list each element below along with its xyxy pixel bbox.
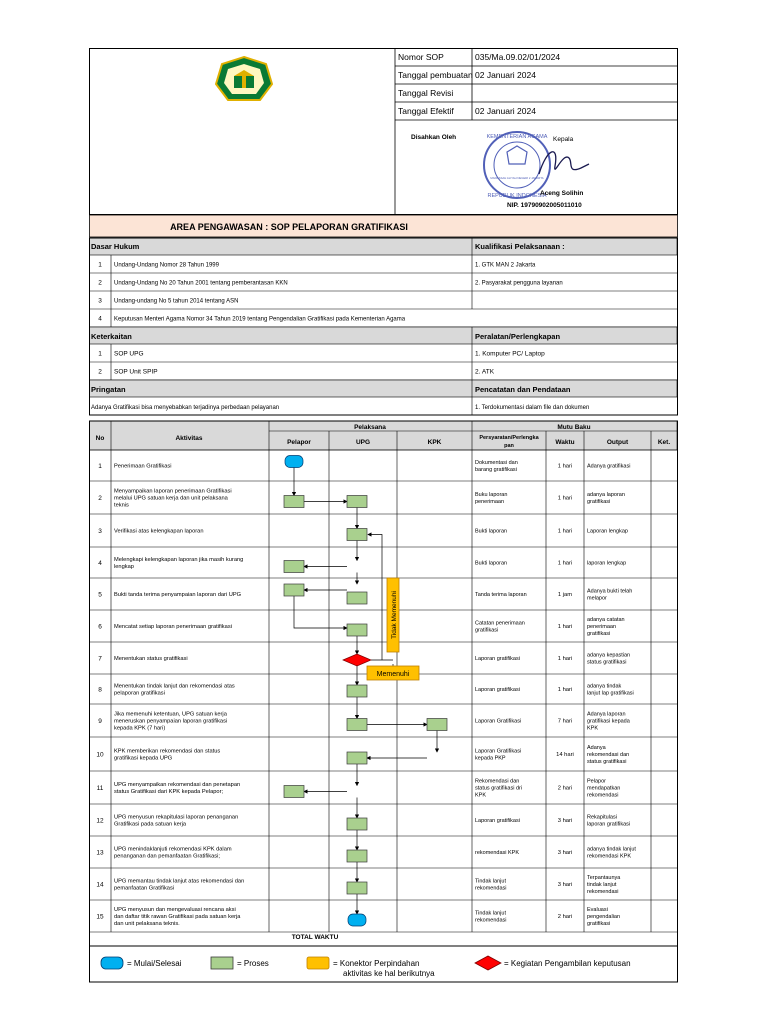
step-activity: Melengkapi kelengkapan laporan jika masih kurang — [114, 556, 244, 563]
step-output: melapor — [587, 595, 607, 602]
step-activity: UPG memantau tindak lanjut atas rekomendasi dan — [114, 878, 245, 885]
process-shape — [347, 818, 367, 830]
step-output: tindak lanjut — [587, 881, 617, 888]
step-output: Laporan lengkap — [587, 528, 628, 535]
kualifikasi-item: 2. Pasyarakat pengguna layanan — [475, 280, 563, 287]
flow-arrow — [294, 596, 347, 628]
signer-nip: NIP. 19790902005011010 — [507, 202, 582, 209]
step-output: gratifikasi — [587, 630, 611, 637]
process-shape — [347, 850, 367, 862]
step-no: 14 — [96, 881, 104, 889]
step-activity: dan unit pelaksana teknis. — [114, 920, 180, 927]
stamp-top-text: KEMENTERIAN AGAMA — [486, 134, 548, 140]
step-time: 1 hari — [557, 624, 573, 630]
dasar-hukum-text: Undang-Undang No 20 Tahun 2001 tentang pemberantasan KKN — [114, 280, 288, 287]
process-shape — [347, 882, 367, 894]
header-field-label: Tanggal Efektif — [398, 106, 454, 116]
step-requirement: kepada PKP — [475, 755, 506, 762]
step-no: 4 — [98, 559, 102, 567]
header-no: No — [95, 435, 105, 442]
step-time: 1 hari — [557, 528, 573, 535]
stamp-bottom-text: REPUBLIK INDONESIA — [487, 193, 547, 199]
legend-connector-label: = Konektor Perpindahan — [333, 959, 420, 968]
step-activity: gratifikasi kepada UPG — [114, 755, 173, 762]
pencatatan-heading: Pencatatan dan Pendataan — [475, 385, 571, 394]
step-requirement: Rekomendasi dan — [475, 778, 520, 785]
step-requirement: Tindak lanjut — [475, 910, 506, 917]
step-output: penerimaan — [587, 623, 617, 630]
step-activity: Verifikasi atas kelengkapan laporan — [114, 528, 204, 535]
step-requirement: Laporan Gratifikasi — [475, 718, 522, 725]
header-persyaratan: Persyaratan/Perlengka — [479, 435, 539, 441]
step-requirement: rekomendasi — [475, 917, 507, 924]
step-output: Adanya laporan — [587, 711, 626, 718]
decision-no-connector — [387, 578, 399, 652]
kualifikasi-item: 1. GTK MAN 2 Jakarta — [475, 262, 536, 269]
legend-process-label: = Proses — [237, 959, 269, 968]
legend-connector-label: aktivitas ke hal berikutnya — [343, 969, 435, 978]
header-field-label: Nomor SOP — [398, 52, 444, 62]
legend-decision-label: = Kegiatan Pengambilan keputusan — [504, 959, 631, 968]
step-output: gratifikasi kepada — [587, 718, 630, 725]
step-time: 2 hari — [557, 785, 573, 792]
step-no: 9 — [98, 717, 102, 725]
step-activity: pemanfaatan Gratifikasi — [114, 885, 175, 892]
step-time: 2 hari — [557, 914, 573, 920]
approved-by-label: Disahkan Oleh — [411, 134, 457, 141]
decision-yes-label: Memenuhi — [376, 671, 410, 678]
decision-no-label: Tidak Memenuhi — [391, 591, 398, 639]
step-activity: UPG menyampaikan rekomendasi dan penetapan — [114, 781, 241, 788]
step-time: 7 hari — [557, 718, 573, 725]
process-shape — [347, 685, 367, 697]
legend-connector-swatch — [307, 957, 329, 969]
process-shape — [347, 592, 367, 604]
header-field-value: 02 Januari 2024 — [475, 106, 536, 116]
step-output: Adanya bukti telah — [587, 588, 633, 595]
step-requirement: Laporan gratifikasi — [475, 817, 520, 824]
step-activity: penanganan dan pemanfaatan Gratifikasi; — [114, 853, 220, 860]
keterkaitan-no: 2 — [98, 368, 102, 376]
step-no: 2 — [98, 494, 102, 502]
header-field-label: Tanggal Revisi — [398, 88, 454, 98]
step-output: laporan gratifikasi — [587, 821, 631, 828]
step-activity: kepada KPK (7 hari) — [114, 725, 166, 732]
legend-terminator-swatch — [101, 957, 123, 969]
process-shape — [284, 786, 304, 798]
step-activity: UPG menyusun rekapitulasi laporan penanganan — [114, 814, 239, 821]
keterkaitan-no: 1 — [98, 350, 102, 358]
dasar-hukum-text: Keputusan Menteri Agama Nomor 34 Tahun 2019 tentang Pengendalian Gratifikasi pada Kementerian Agama — [114, 316, 406, 323]
ministry-logo — [216, 57, 272, 100]
step-output: Adanya — [587, 744, 606, 751]
step-requirement: barang gratifikasi — [475, 466, 517, 473]
step-requirement: Tanda terima laporan — [475, 591, 527, 598]
step-requirement: Laporan gratifikasi — [475, 655, 520, 662]
terminator-shape — [285, 456, 303, 468]
process-shape — [284, 561, 304, 573]
step-no: 8 — [98, 686, 102, 694]
step-activity: melalui UPG satuan kerja dan unit pelaksana — [114, 495, 228, 502]
document-title: AREA PENGAWASAN : SOP PELAPORAN GRATIFIKASI — [170, 222, 408, 232]
header-actor: Pelapor — [287, 439, 311, 446]
step-output: status gratifikasi — [587, 758, 627, 765]
step-time: 1 hari — [557, 687, 573, 693]
step-output: adanya laporan — [587, 491, 625, 498]
step-output: Evaluasi — [587, 906, 608, 913]
step-requirement: penerimaan — [475, 498, 505, 505]
process-shape — [284, 496, 304, 508]
step-time: 1 jam — [557, 592, 573, 598]
header-ket: Ket. — [657, 439, 671, 446]
header-field-value: 02 Januari 2024 — [475, 70, 536, 80]
step-output: adanya tindak — [587, 683, 622, 690]
step-requirement: rekomendasi — [475, 885, 507, 892]
header-field-label: Tanggal pembuatan — [398, 70, 473, 80]
process-shape — [284, 584, 304, 596]
step-activity: meneruskan penyampaian laporan gratifikasi — [114, 718, 228, 725]
peringatan-heading: Pringatan — [91, 385, 126, 394]
header-pelaksana: Pelaksana — [354, 424, 386, 431]
dasar-hukum-no: 4 — [98, 315, 102, 323]
step-no: 6 — [98, 623, 102, 631]
legend-process-swatch — [211, 957, 233, 969]
step-activity: Mencatat setiap laporan penerimaan gratifikasi — [114, 623, 232, 630]
step-output: Adanya gratifikasi — [587, 463, 631, 470]
step-time: 1 hari — [557, 656, 573, 662]
step-time: 1 hari — [557, 495, 573, 502]
keterkaitan-heading: Keterkaitan — [91, 332, 132, 341]
header-aktivitas: Aktivitas — [175, 435, 203, 442]
step-output: lanjut lap gratifikasi — [587, 690, 634, 697]
header-field-value: 035/Ma.09.02/01/2024 — [475, 52, 561, 62]
dasar-hukum-heading: Dasar Hukum — [91, 242, 140, 251]
step-output: gratifikasi — [587, 920, 611, 927]
step-requirement: Laporan gratifikasi — [475, 686, 520, 693]
step-activity: Menyampaikan laporan penerimaan Gratifikasi — [114, 488, 232, 495]
process-shape — [347, 624, 367, 636]
step-requirement: Laporan Gratifikasi — [475, 748, 522, 755]
step-output: gratifikasi — [587, 498, 611, 505]
step-output: status gratifikasi — [587, 659, 627, 666]
step-output: rekomendasi KPK — [587, 853, 632, 860]
step-output: Rekapitulasi — [587, 814, 617, 821]
peralatan-heading: Peralatan/Perlengkapan — [475, 332, 561, 341]
step-output: Pelapor — [587, 778, 606, 785]
total-time-label: TOTAL WAKTU — [291, 934, 339, 941]
step-no: 15 — [96, 913, 104, 921]
header-actor: KPK — [427, 439, 442, 446]
header-frame — [90, 49, 678, 215]
dasar-hukum-text: Undang-undang No 5 tahun 2014 tentang ASN — [114, 298, 239, 305]
process-shape — [347, 752, 367, 764]
peralatan-item: 2. ATK — [475, 368, 495, 376]
step-output: adanya kepastian — [587, 652, 631, 659]
step-requirement: rekomendasi KPK — [475, 849, 520, 856]
step-activity: lengkap — [114, 563, 134, 570]
step-no: 10 — [96, 751, 104, 759]
step-requirement: Catatan penerimaan — [475, 620, 525, 627]
header-mutu-baku: Mutu Baku — [557, 424, 591, 431]
step-output: laporan lengkap — [587, 560, 627, 567]
step-requirement: Bukti laporan — [475, 560, 508, 567]
flow-shapes — [284, 456, 447, 927]
step-requirement: Tindak lanjut — [475, 878, 506, 885]
dasar-hukum-no: 3 — [98, 297, 102, 305]
step-time: 1 hari — [557, 560, 573, 567]
step-activity: dan daftar titik rawan Gratifikasi pada satuan kerja — [114, 913, 241, 920]
dasar-hukum-no: 2 — [98, 279, 102, 287]
step-output: adanya tindak lanjut — [587, 846, 636, 853]
dasar-hukum-text: Undang-Undang Nomor 28 Tahun 1999 — [114, 262, 219, 269]
step-activity: Penerimaan Gratifikasi — [114, 463, 172, 470]
step-activity: UPG menindaklanjuti rekomendasi KPK dalam — [114, 846, 232, 853]
step-output: Terpantaunya — [587, 874, 621, 881]
step-requirement: Bukti laporan — [475, 528, 508, 535]
peralatan-item: 1. Komputer PC/ Laptop — [475, 350, 545, 358]
step-time: 3 hari — [557, 882, 573, 888]
keterkaitan-text: SOP Unit SPIP — [114, 368, 158, 376]
legend-terminator-label: = Mulai/Selesai — [127, 959, 182, 968]
step-no: 5 — [98, 591, 102, 599]
pencatatan-text: 1. Terdokumentasi dalam file dan dokumen — [475, 405, 590, 411]
step-output: rekomendasi — [587, 888, 619, 895]
signer-title: Kepala — [553, 136, 574, 143]
keterkaitan-text: SOP UPG — [114, 350, 144, 358]
header-output: Output — [606, 439, 629, 446]
step-output: rekomendasi — [587, 792, 619, 799]
step-activity: pelaporan gratifikasi — [114, 690, 165, 697]
decision-shape — [343, 654, 371, 666]
legend — [90, 946, 678, 982]
dasar-hukum-no: 1 — [98, 261, 102, 269]
header-waktu: Waktu — [555, 439, 575, 446]
step-requirement: KPK — [475, 792, 487, 799]
step-no: 1 — [98, 462, 102, 470]
step-time: 3 hari — [557, 818, 573, 824]
process-shape — [347, 496, 367, 508]
step-requirement: Buku laporan — [475, 491, 508, 498]
flow-arrow — [368, 535, 382, 661]
process-shape — [347, 529, 367, 541]
sop-sheet — [89, 48, 678, 988]
process-shape — [347, 719, 367, 731]
step-requirement: status gratifikasi dri — [475, 785, 523, 792]
step-output: mendapatkan — [587, 785, 621, 792]
step-no: 7 — [98, 655, 102, 663]
step-time: 3 hari — [557, 850, 573, 856]
peringatan-text: Adanya Gratifikasi bisa menyebabkan terjadinya perbedaan pelayanan — [91, 405, 280, 411]
step-requirement: Dokumentasi dan — [475, 459, 518, 466]
kualifikasi-heading: Kualifikasi Pelaksanaan : — [475, 242, 565, 251]
step-output: adanya catatan — [587, 616, 625, 623]
info-section — [89, 238, 678, 415]
terminator-shape — [348, 914, 366, 926]
step-activity: Jika memenuhi ketentuan, UPG satuan kerja — [114, 711, 227, 718]
step-no: 13 — [96, 849, 104, 857]
step-activity: UPG menyusun dan mengevaluasi rencana aksi — [114, 906, 236, 913]
step-time: 1 hari — [557, 463, 573, 470]
step-activity: status Gratifikasi dari KPK kepada Pelapor; — [114, 788, 224, 795]
sop-document — [89, 48, 678, 988]
stamp-center-text: MADRASAH ALIYAH NEGERI 2 JAKARTA — [490, 176, 544, 180]
process-shape — [427, 719, 447, 731]
step-activity: Menentukan status gratifikasi — [114, 655, 188, 662]
step-requirement: gratifikasi — [475, 627, 499, 634]
step-output: rekomendasi dan — [587, 751, 630, 758]
step-output: pengendalian — [587, 913, 621, 920]
decision-yes-connector — [367, 666, 419, 680]
header-persyaratan: pan — [504, 443, 514, 449]
step-activity: Menentukan tindak lanjut dan rekomendasi atas — [114, 683, 235, 690]
step-no: 3 — [98, 527, 102, 535]
signer-name: Aceng Solihin — [540, 190, 584, 197]
step-time: 14 hari — [556, 752, 574, 758]
header-actor: UPG — [355, 439, 371, 446]
step-activity: Gratifikasi pada satuan kerja — [114, 821, 187, 828]
step-no: 11 — [96, 784, 104, 792]
step-activity: Bukti tanda terima penyampaian laporan dari UPG — [114, 591, 242, 598]
step-activity: teknis — [114, 502, 129, 509]
step-activity: KPK memberikan rekomendasi dan status — [114, 748, 221, 755]
step-no: 12 — [96, 817, 104, 825]
step-output: KPK — [587, 725, 599, 732]
